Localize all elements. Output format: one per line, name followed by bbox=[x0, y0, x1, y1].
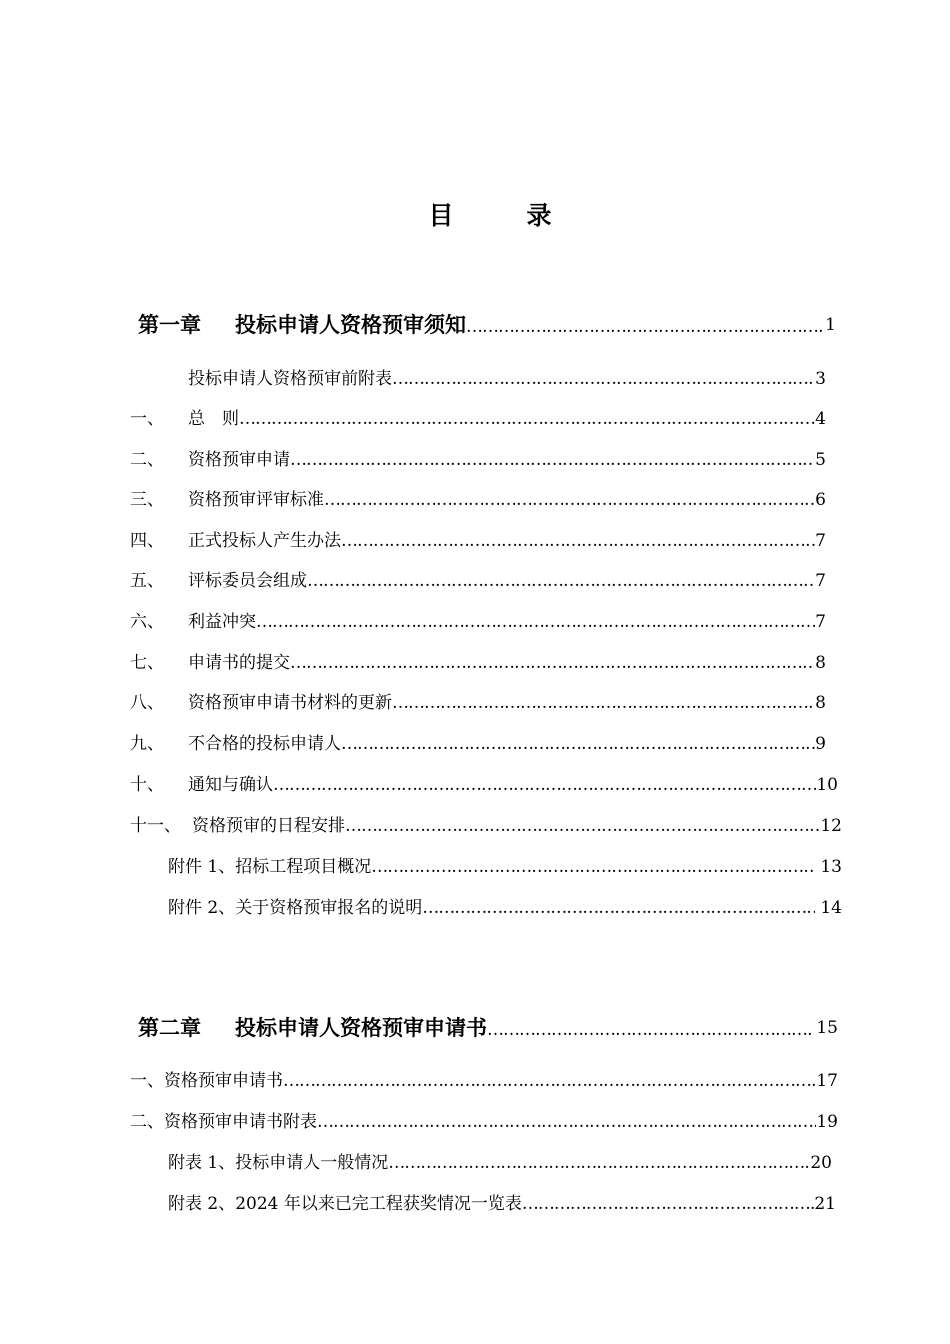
page-number: 14 bbox=[814, 898, 842, 918]
dot-leader bbox=[388, 1152, 810, 1174]
chapter-number: 第一章 bbox=[138, 312, 201, 337]
dot-leader bbox=[371, 856, 815, 878]
entry-text: 资格预审申请 bbox=[188, 450, 290, 470]
chapter-title: 投标申请人资格预审须知 bbox=[235, 312, 466, 337]
toc-entry-general[interactable] bbox=[130, 396, 826, 430]
entry-number: 八、 bbox=[130, 693, 164, 713]
page-number: 7 bbox=[815, 612, 826, 632]
toc-entry-appendix-1[interactable] bbox=[168, 844, 842, 878]
toc-entry-conflict[interactable] bbox=[130, 599, 826, 633]
page-number: 8 bbox=[815, 693, 826, 713]
toc-entry-bidder-method[interactable] bbox=[130, 518, 826, 552]
dot-leader bbox=[466, 316, 825, 338]
page-number: 19 bbox=[816, 1112, 838, 1132]
toc-entry-application-attachments[interactable] bbox=[130, 1099, 838, 1133]
chapter-2-heading[interactable] bbox=[138, 1007, 838, 1041]
page-number: 12 bbox=[820, 816, 842, 836]
entry-text: 评标委员会组成 bbox=[188, 571, 307, 591]
dot-leader bbox=[341, 733, 815, 755]
toc-entry-committee[interactable] bbox=[130, 558, 826, 592]
page-number: 9 bbox=[815, 734, 826, 754]
page-number: 1 bbox=[825, 315, 836, 335]
toc-entry-criteria[interactable] bbox=[130, 477, 826, 511]
page-number: 7 bbox=[815, 571, 826, 591]
page-number: 15 bbox=[810, 1018, 838, 1038]
entry-number: 六、 bbox=[130, 612, 164, 632]
dot-leader bbox=[341, 530, 815, 552]
chapter-1-heading[interactable] bbox=[138, 304, 836, 338]
entry-text: 附表 2、2024 年以来已完工程获奖情况一览表 bbox=[168, 1194, 522, 1214]
entry-text: 申请书的提交 bbox=[188, 653, 290, 673]
dot-leader bbox=[307, 570, 815, 592]
entry-text: 利益冲突 bbox=[188, 612, 256, 632]
toc-entry-submission[interactable] bbox=[130, 640, 826, 674]
page-number: 8 bbox=[815, 653, 826, 673]
entry-text: 不合格的投标申请人 bbox=[188, 734, 341, 754]
entry-text: 一、资格预审申请书 bbox=[130, 1071, 283, 1091]
entry-text: 附件 1、招标工程项目概况 bbox=[168, 857, 372, 877]
entry-text: 附表 1、投标申请人一般情况 bbox=[168, 1153, 389, 1173]
toc-entry-attachment-2[interactable] bbox=[168, 1181, 836, 1215]
entry-text: 资格预审的日程安排 bbox=[192, 816, 345, 836]
dot-leader bbox=[392, 692, 815, 714]
entry-number: 十、 bbox=[130, 775, 164, 795]
toc-entry-appendix-2[interactable] bbox=[168, 885, 842, 919]
page-number: 20 bbox=[810, 1153, 832, 1173]
toc-entry-attachment-1[interactable] bbox=[168, 1140, 832, 1174]
toc-entry-update[interactable] bbox=[130, 680, 826, 714]
toc-entry-unqualified[interactable] bbox=[130, 721, 826, 755]
entry-number: 七、 bbox=[130, 653, 164, 673]
dot-leader bbox=[290, 449, 815, 471]
dot-leader bbox=[345, 815, 820, 837]
entry-text: 正式投标人产生办法 bbox=[188, 531, 341, 551]
entry-text: 资格预审申请书材料的更新 bbox=[188, 693, 392, 713]
entry-number: 二、 bbox=[130, 450, 164, 470]
entry-number: 一、 bbox=[130, 409, 164, 429]
entry-text: 通知与确认 bbox=[188, 775, 273, 795]
toc-entry-application[interactable] bbox=[130, 437, 826, 471]
page-number: 7 bbox=[815, 531, 826, 551]
toc-entry-prequal-table[interactable] bbox=[188, 356, 826, 390]
page-title: 目 录 bbox=[428, 201, 576, 230]
chapter-number: 第二章 bbox=[138, 1015, 201, 1040]
page-number: 17 bbox=[816, 1071, 838, 1091]
page-number: 13 bbox=[814, 857, 842, 877]
dot-leader bbox=[487, 1019, 811, 1041]
entry-text: 二、资格预审申请书附表 bbox=[130, 1112, 317, 1132]
dot-leader bbox=[422, 897, 815, 919]
dot-leader bbox=[273, 774, 816, 796]
toc-entry-application-form[interactable] bbox=[130, 1058, 838, 1092]
entry-number: 五、 bbox=[130, 571, 164, 591]
dot-leader bbox=[522, 1193, 814, 1215]
dot-leader bbox=[290, 652, 815, 674]
toc-entry-notification[interactable] bbox=[130, 762, 838, 796]
dot-leader bbox=[283, 1070, 816, 1092]
page-number: 4 bbox=[815, 409, 826, 429]
toc-entry-schedule[interactable] bbox=[130, 803, 842, 837]
entry-number: 三、 bbox=[130, 490, 164, 510]
dot-leader bbox=[392, 368, 815, 390]
entry-number: 九、 bbox=[130, 734, 164, 754]
page-number: 5 bbox=[815, 450, 826, 470]
dot-leader bbox=[239, 408, 815, 430]
page-number: 10 bbox=[816, 775, 838, 795]
entry-text: 投标申请人资格预审前附表 bbox=[188, 369, 392, 389]
entry-number: 十一、 bbox=[130, 816, 181, 836]
dot-leader bbox=[317, 1111, 816, 1133]
page-number: 3 bbox=[815, 369, 826, 389]
entry-text: 附件 2、关于资格预审报名的说明 bbox=[168, 898, 423, 918]
dot-leader bbox=[324, 489, 815, 511]
dot-leader bbox=[256, 611, 815, 633]
page-number: 21 bbox=[814, 1194, 836, 1214]
entry-text: 资格预审评审标准 bbox=[188, 490, 324, 510]
entry-text: 总 则 bbox=[188, 409, 239, 429]
chapter-title: 投标申请人资格预审申请书 bbox=[235, 1015, 487, 1040]
entry-number: 四、 bbox=[130, 531, 164, 551]
page-number: 6 bbox=[815, 490, 826, 510]
